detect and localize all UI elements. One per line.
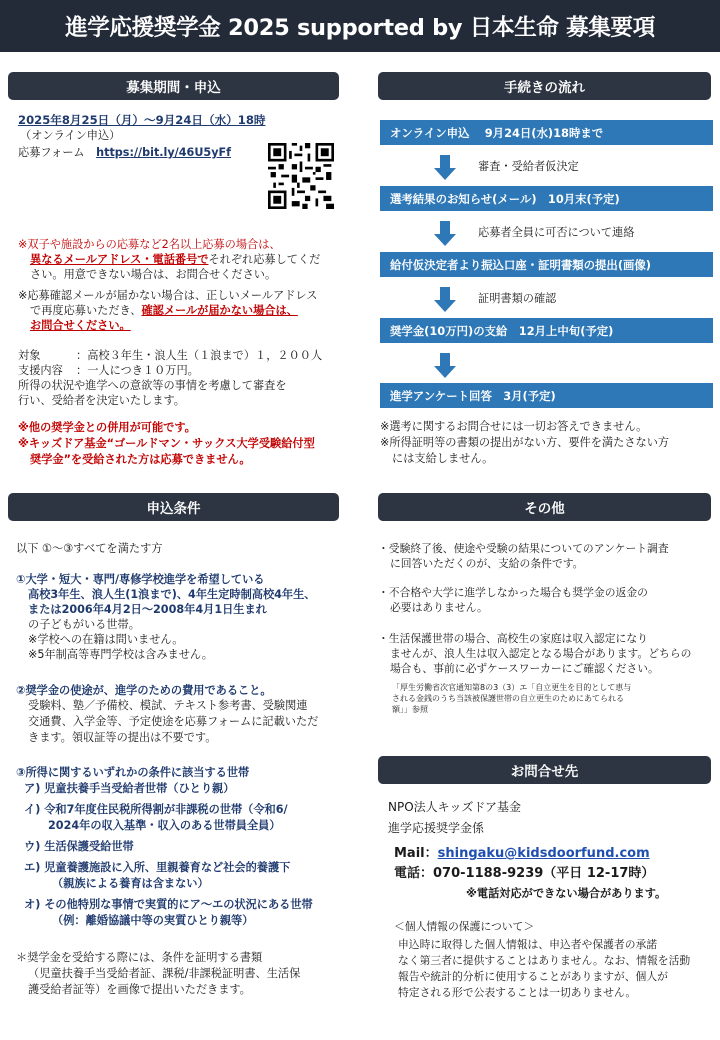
privacy-title: ＜個人情報の保護について＞ bbox=[394, 920, 535, 933]
privacy-line-1: 申込時に取得した個人情報は、申込者や保護者の承諾 bbox=[398, 938, 658, 951]
privacy-line-2: なく第三者に提供することはありません。なお、情報を活動 bbox=[398, 954, 691, 967]
section-header-period: 募集期間・申込 bbox=[8, 72, 339, 100]
condition-2-line3: 交通費、入学金等、予定使途を応募フォームに記載いただ bbox=[28, 715, 319, 728]
condition-3-c: ウ) 生活保護受給世帯 bbox=[24, 840, 134, 853]
down-arrow-icon bbox=[434, 353, 456, 378]
selection-text-1: 所得の状況や進学への意欲等の事情を考慮して審査を bbox=[18, 379, 287, 392]
condition-2-title: ②奨学金の使途が、進学のための費用であること。 bbox=[16, 684, 272, 697]
section-header-flow: 手続きの流れ bbox=[378, 72, 711, 100]
flow-step-1: オンライン申込 9月24日(水)18時まで bbox=[380, 120, 713, 145]
other-ref-3: 額」」参照 bbox=[392, 705, 428, 714]
conditions-intro: 以下 ①～③すべてを満たす方 bbox=[16, 542, 163, 555]
note-twins: ※双子や施設からの応募など2名以上応募の場合は、 bbox=[18, 238, 281, 251]
page-title: 進学応援奨学金 2025 supported by 日本生命 募集要項 bbox=[0, 0, 720, 52]
condition-3-a: ア) 児童扶養手当受給者世帯（ひとり親） bbox=[24, 782, 235, 795]
other-item-1-line2: に回答いただくのが、支給の条件です。 bbox=[390, 557, 584, 570]
condition-3-b-line2: 2024年の収入基準・収入のある世帯員全員） bbox=[48, 819, 281, 832]
flow-note-2: ※所得証明等の書類の提出がない方、要件を満たさない方 bbox=[380, 436, 670, 449]
target-row: 対象 ：高校３年生・浪人生（１浪まで）１，２００人 bbox=[18, 349, 323, 362]
privacy-line-3: 報告や統計的分析に使用することがありますが、個人が bbox=[398, 970, 668, 983]
condition-3-b: イ) 令和7年度住民税所得割が非課税の世帯（令和6/ bbox=[24, 803, 288, 816]
condition-1-line2: 高校3年生、浪人生(1浪まで)、4年生定時制高校4年生、 bbox=[28, 588, 316, 601]
condition-1-line5: ※学校への在籍は問いません。 bbox=[28, 633, 184, 646]
conditions-footnote-3: 護受給者証等）を画像で提出いただきます。 bbox=[28, 983, 251, 996]
condition-3-d: エ) 児童養護施設に入所、里親養育など社会的養護下 bbox=[24, 861, 291, 874]
qr-code-icon[interactable] bbox=[268, 143, 334, 209]
flow-between-1: 審査・受給者仮決定 bbox=[478, 160, 579, 173]
other-item-3-line3: 場合も、事前に必ずケースワーカーにご確認ください。 bbox=[390, 662, 659, 675]
condition-1-line4: の子どもがいる世帯。 bbox=[28, 618, 140, 631]
contact-tel[interactable]: 070-1188-9239（平日 12-17時） bbox=[433, 866, 655, 881]
condition-3-d-line2: （親族による養育は含まない） bbox=[52, 877, 209, 890]
other-item-1: ・受験終了後、使途や受験の結果についてのアンケート調査 bbox=[378, 542, 669, 555]
flow-note-3: には支給しません。 bbox=[392, 452, 494, 465]
flow-step-5: 進学アンケート回答 3月(予定) bbox=[380, 383, 713, 408]
note-mail: ※応募確認メールが届かない場合は、正しいメールアドレス bbox=[18, 289, 318, 302]
contact-tel-note: ※電話対応ができない場合があります。 bbox=[466, 887, 667, 900]
down-arrow-icon bbox=[434, 155, 456, 180]
flow-step-3: 給付仮決定者より振込口座・証明書類の提出(画像) bbox=[380, 252, 713, 277]
selection-text-2: 行い、受給者を決定いたします。 bbox=[18, 394, 185, 407]
down-arrow-icon bbox=[434, 287, 456, 312]
condition-3-e: オ) その他特別な事情で実質的にア～エの状況にある世帯 bbox=[24, 898, 313, 911]
condition-2-line4: きます。領収証等の提出は不要です。 bbox=[28, 731, 217, 744]
condition-1-line6: ※5年制高等専門学校は含みません。 bbox=[28, 648, 213, 661]
contact-mail-link[interactable]: shingaku@kidsdoorfund.com bbox=[437, 846, 650, 861]
condition-1-line3: または2006年4月2日～2008年4月1日生まれ bbox=[28, 603, 267, 616]
section-header-conditions: 申込条件 bbox=[8, 493, 339, 521]
privacy-line-4: 特定される形で公表することは一切ありません。 bbox=[398, 986, 637, 999]
flow-between-2: 応募者全員に可否について連絡 bbox=[478, 226, 635, 239]
form-label: 応募フォーム bbox=[18, 146, 85, 159]
conditions-footnote-1: ＊奨学金を受給する際には、条件を証明する書類 bbox=[16, 951, 263, 964]
kidsdoor-note-1: ※キッズドア基金“ゴールドマン・サックス大学受験給付型 bbox=[18, 437, 315, 450]
other-item-2: ・不合格や大学に進学しなかった場合も奨学金の返金の bbox=[378, 586, 648, 599]
other-ref-1: 「厚生労働省次官通知第8の3（3）エ「自立更生を目的として恵与 bbox=[392, 683, 632, 692]
contact-mail-row: Mail：shingaku@kidsdoorfund.com bbox=[394, 846, 650, 861]
contact-dept: 進学応援奨学金係 bbox=[388, 821, 485, 835]
combo-note: ※他の奨学金との併用が可能です。 bbox=[18, 421, 196, 434]
form-row bbox=[18, 145, 231, 160]
online-note: （オンライン申込） bbox=[20, 129, 121, 142]
condition-1-title: ①大学・短大・専門/専修学校進学を希望している bbox=[16, 573, 265, 586]
contact-org: NPO法人キッズドア基金 bbox=[388, 800, 522, 814]
other-ref-2: される金銭のうち当該被保護世帯の自立更生のためにあてられる bbox=[392, 694, 624, 703]
note-twins-line3: さい。用意できない場合は、お問合せください。 bbox=[30, 268, 277, 281]
contact-tel-row: 電話：070-1188-9239（平日 12-17時） bbox=[394, 866, 655, 881]
condition-3-e-line2: （例：離婚協議中等の実質ひとり親等） bbox=[52, 914, 254, 927]
down-arrow-icon bbox=[434, 221, 456, 246]
other-item-2-line2: 必要はありません。 bbox=[390, 601, 488, 614]
application-period: 2025年8月25日（月）～9月24日（水）18時 bbox=[18, 113, 266, 127]
section-header-other: その他 bbox=[378, 493, 711, 521]
other-item-3: ・生活保護世帯の場合、高校生の家庭は収入認定になり bbox=[378, 632, 648, 645]
note-twins-line2: 異なるメールアドレス・電話番号でそれぞれ応募してくだ bbox=[30, 253, 321, 266]
flow-step-4: 奨学金(10万円)の支給 12月上中旬(予定) bbox=[380, 318, 713, 343]
conditions-footnote-2: （児童扶養手当受給者証、課税/非課税証明書、生活保 bbox=[28, 967, 301, 980]
flow-step-2: 選考結果のお知らせ(メール) 10月末(予定) bbox=[380, 186, 713, 211]
section-header-contact: お問合せ先 bbox=[378, 756, 711, 784]
note-mail-line2: で再度応募いただき、確認メールが届かない場合は、 bbox=[30, 304, 298, 317]
note-mail-line3: お問合せください。 bbox=[30, 319, 131, 332]
flow-note-1: ※選考に関するお問合せには一切お答えできません。 bbox=[380, 420, 648, 433]
kidsdoor-note-2: 奨学金”を受給された方は応募できません。 bbox=[30, 453, 251, 466]
other-item-3-line2: ませんが、浪人生は収入認定となる場合があります。どちらの bbox=[390, 647, 692, 660]
form-url-link[interactable]: https://bit.ly/46U5yFf bbox=[96, 146, 232, 159]
condition-3-title: ③所得に関するいずれかの条件に該当する世帯 bbox=[16, 766, 250, 779]
support-row: 支援内容 ：一人につき１０万円。 bbox=[18, 364, 199, 377]
flow-between-3: 証明書類の確認 bbox=[478, 292, 557, 305]
condition-2-line2: 受験料、塾／予備校、模試、テキスト参考書、受験関連 bbox=[28, 699, 308, 712]
